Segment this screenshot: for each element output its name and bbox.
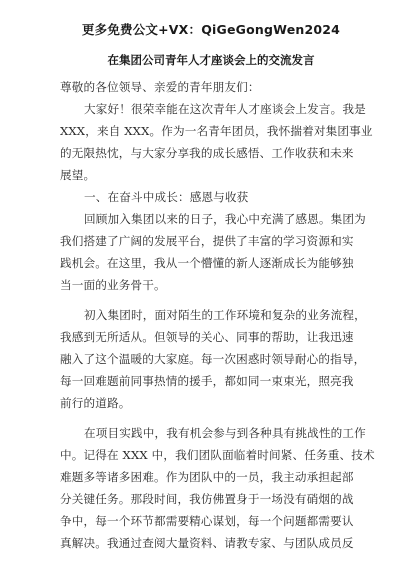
body-line: 大家好！很荣幸能在这次青年人才座谈会上发言。我是 xyxy=(84,102,366,116)
section-heading: 一、在奋斗中成长：感恩与收获 xyxy=(84,190,249,204)
body-line: 回顾加入集团以来的日子，我心中充满了感恩。集团为 xyxy=(84,212,366,226)
body-line: 中。记得在 XXX 中，我们团队面临着时间紧、任务重、技术 xyxy=(60,448,375,462)
body-line: XXX，来自 XXX。作为一名青年团员，我怀揣着对集团事业 xyxy=(60,124,373,138)
paragraph-gap xyxy=(60,296,362,304)
paragraph-gap xyxy=(60,414,362,422)
body-line: 前行的道路。 xyxy=(60,396,131,410)
header-banner: 更多免费公文+VX：QiGeGongWen2024 xyxy=(81,22,341,37)
body-line: 融入了这个温暖的大家庭。每一次困惑时领导耐心的指导， xyxy=(60,352,366,366)
body-line: 每一回难题前同事热情的援手，都如同一束束光，照亮我 xyxy=(60,374,354,388)
body-line: 我们搭建了广阔的发展平台，提供了丰富的学习资源和实 xyxy=(60,234,354,248)
body-line: 我感到无所适从。但领导的关心、同事的帮助，让我迅速 xyxy=(60,330,354,344)
body-line: 展望。 xyxy=(60,168,96,182)
body-line: 的无限热忱，与大家分享我的成长感悟、工作收获和未来 xyxy=(60,146,354,160)
body-line: 践机会。在这里，我从一个懵懂的新人逐渐成长为能够独 xyxy=(60,256,354,270)
body-line: 真解决。我通过查阅大量资料、请教专家、与团队成员反 xyxy=(60,536,354,550)
greeting-line: 尊敬的各位领导、亲爱的青年朋友们： xyxy=(60,80,260,94)
body-line: 初入集团时，面对陌生的工作环境和复杂的业务流程， xyxy=(84,308,366,322)
body-line: 争中，每一个环节都需要精心谋划，每一个问题都需要认 xyxy=(60,514,354,528)
body-line: 在项目实践中，我有机会参与到各种具有挑战性的工作 xyxy=(84,426,366,440)
body-line: 难题多等诸多困难。作为团队中的一员，我主动承担起部 xyxy=(60,470,354,484)
body-line: 分关键任务。那段时间，我仿佛置身于一场没有硝烟的战 xyxy=(60,492,354,506)
document-title: 在集团公司青年人才座谈会上的交流发言 xyxy=(107,53,315,67)
body-line: 当一面的业务骨干。 xyxy=(60,278,166,292)
